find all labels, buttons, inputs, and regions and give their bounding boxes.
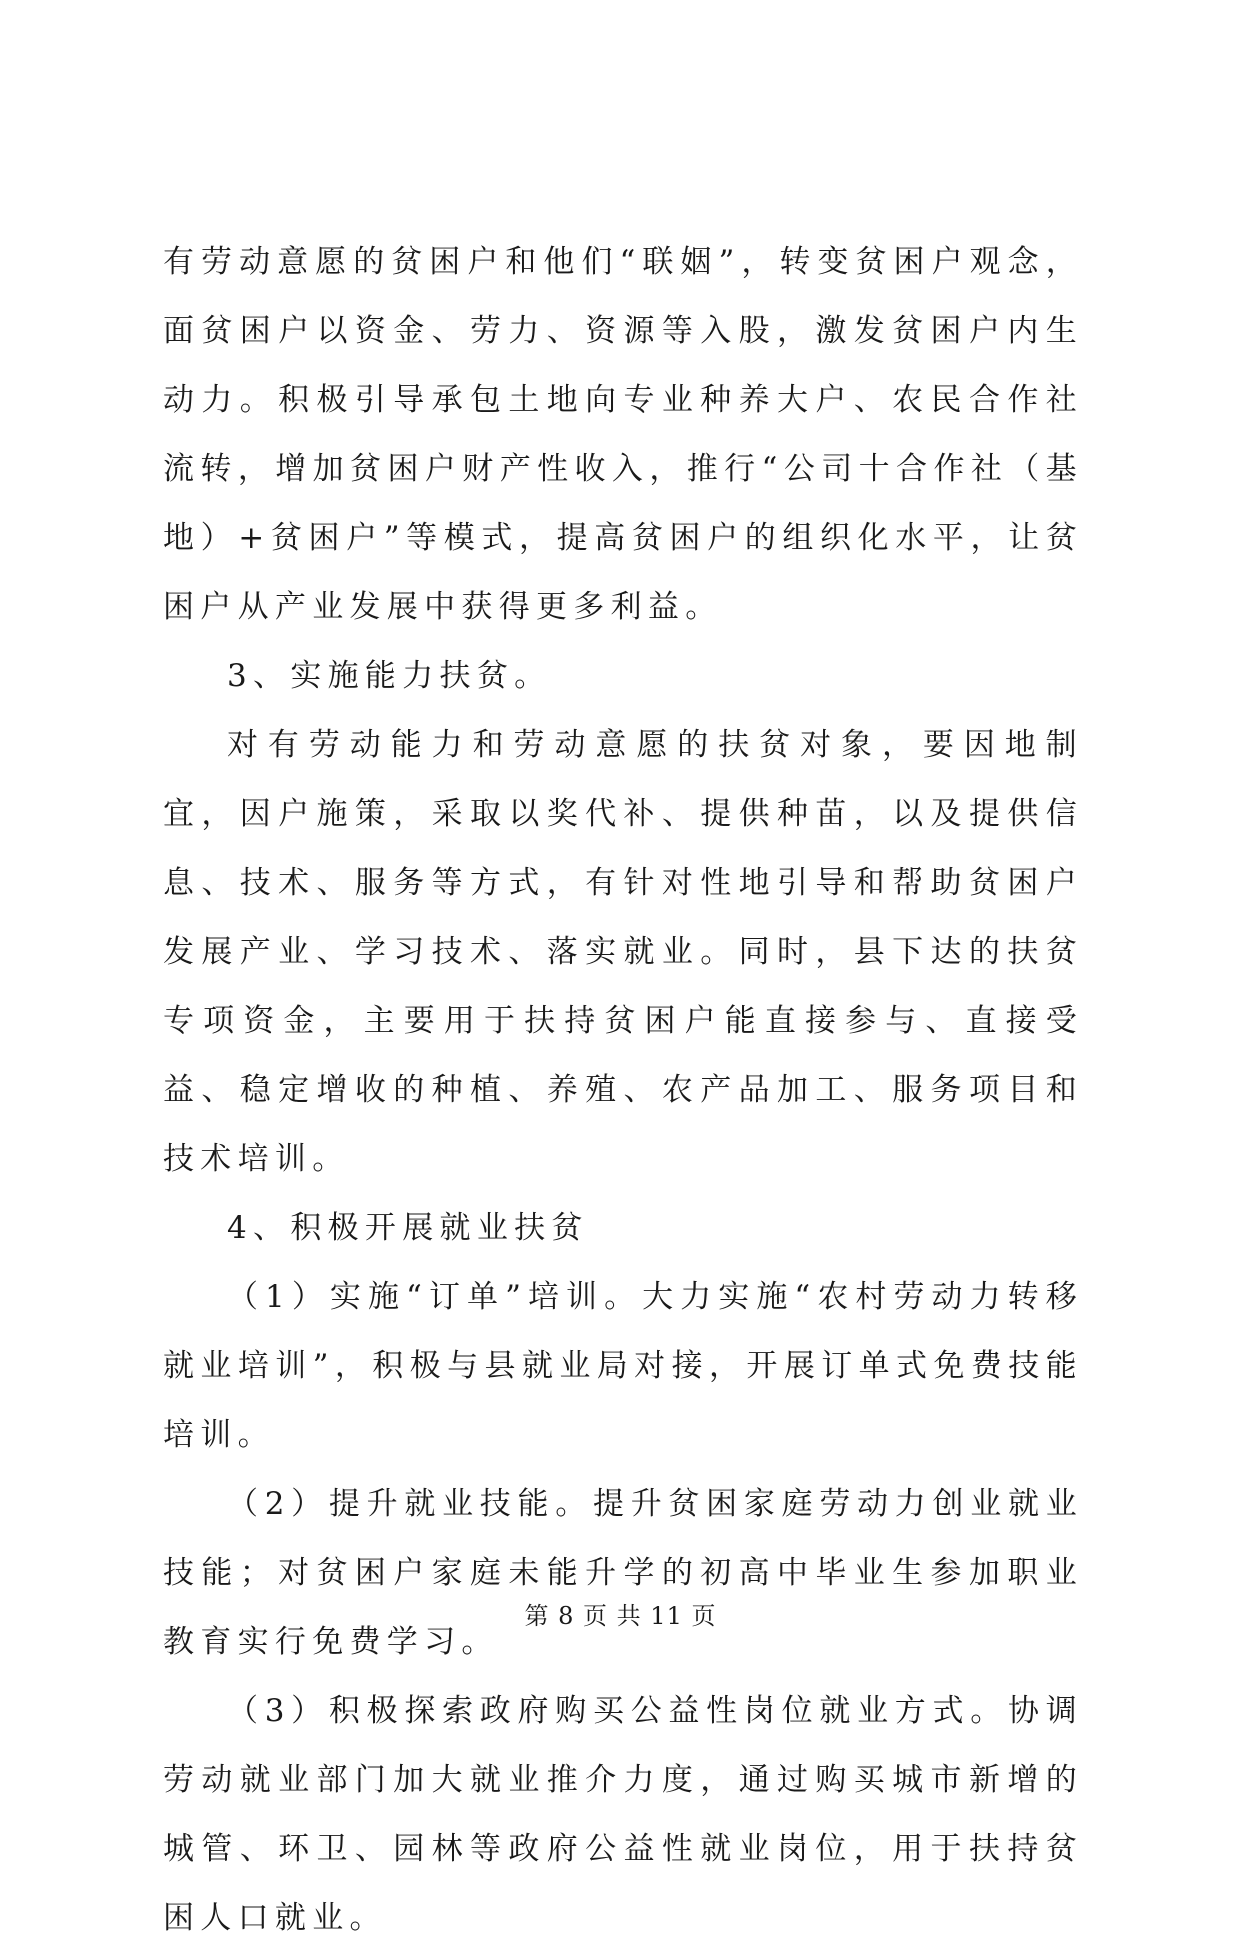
body-paragraph-order-training: （1）实施“订单”培训。大力实施“农村劳动力转移就业培训”，积极与县就业局对接，开展订单式免费技能培训。 [163,1279,1083,1453]
body-paragraph-public-welfare-jobs: （3）积极探索政府购买公益性岗位就业方式。协调劳动就业部门加大就业推介力度，通过购买城市新增的城管、环卫、园林等政府公益性就业岗位，用于扶持贫困人口就业。 [163,1693,1083,1936]
document-body [163,228,1083,1953]
section-heading-capacity-poverty-relief: 3、实施能力扶贫。 [227,658,552,694]
body-paragraph-capacity: 对有劳动能力和劳动意愿的扶贫对象，要因地制宜，因户施策，采取以奖代补、提供种苗，以及提供信息、技术、服务等方式，有针对性地引导和帮助贫困户发展产业、学习技术、落实就业。同时，县下达的扶贫专项资金，主要用于扶持贫困户能直接参与、直接受益、稳定增收的种植、养殖、农产品加工、服务项目和技术培训。 [163,727,1083,1177]
body-paragraph-continued: 有劳动意愿的贫困户和他们“联姻”，转变贫困户观念，面贫困户以资金、劳力、资源等入股，激发贫困户内生动力。积极引导承包土地向专业种养大户、农民合作社流转，增加贫困户财产性收入，推行“公司十合作社（基地）+贫困户”等模式，提高贫困户的组织化水平，让贫困户从产业发展中获得更多利益。 [163,244,1083,625]
body-paragraph-employment-skills: （2）提升就业技能。提升贫困家庭劳动力创业就业技能；对贫困户家庭未能升学的初高中毕业生参加职业教育实行免费学习。 [163,1486,1083,1660]
section-heading-employment-poverty-relief: 4、积极开展就业扶贫 [227,1210,589,1246]
page-number-footer: 第 8 页 共 11 页 [524,1602,717,1630]
